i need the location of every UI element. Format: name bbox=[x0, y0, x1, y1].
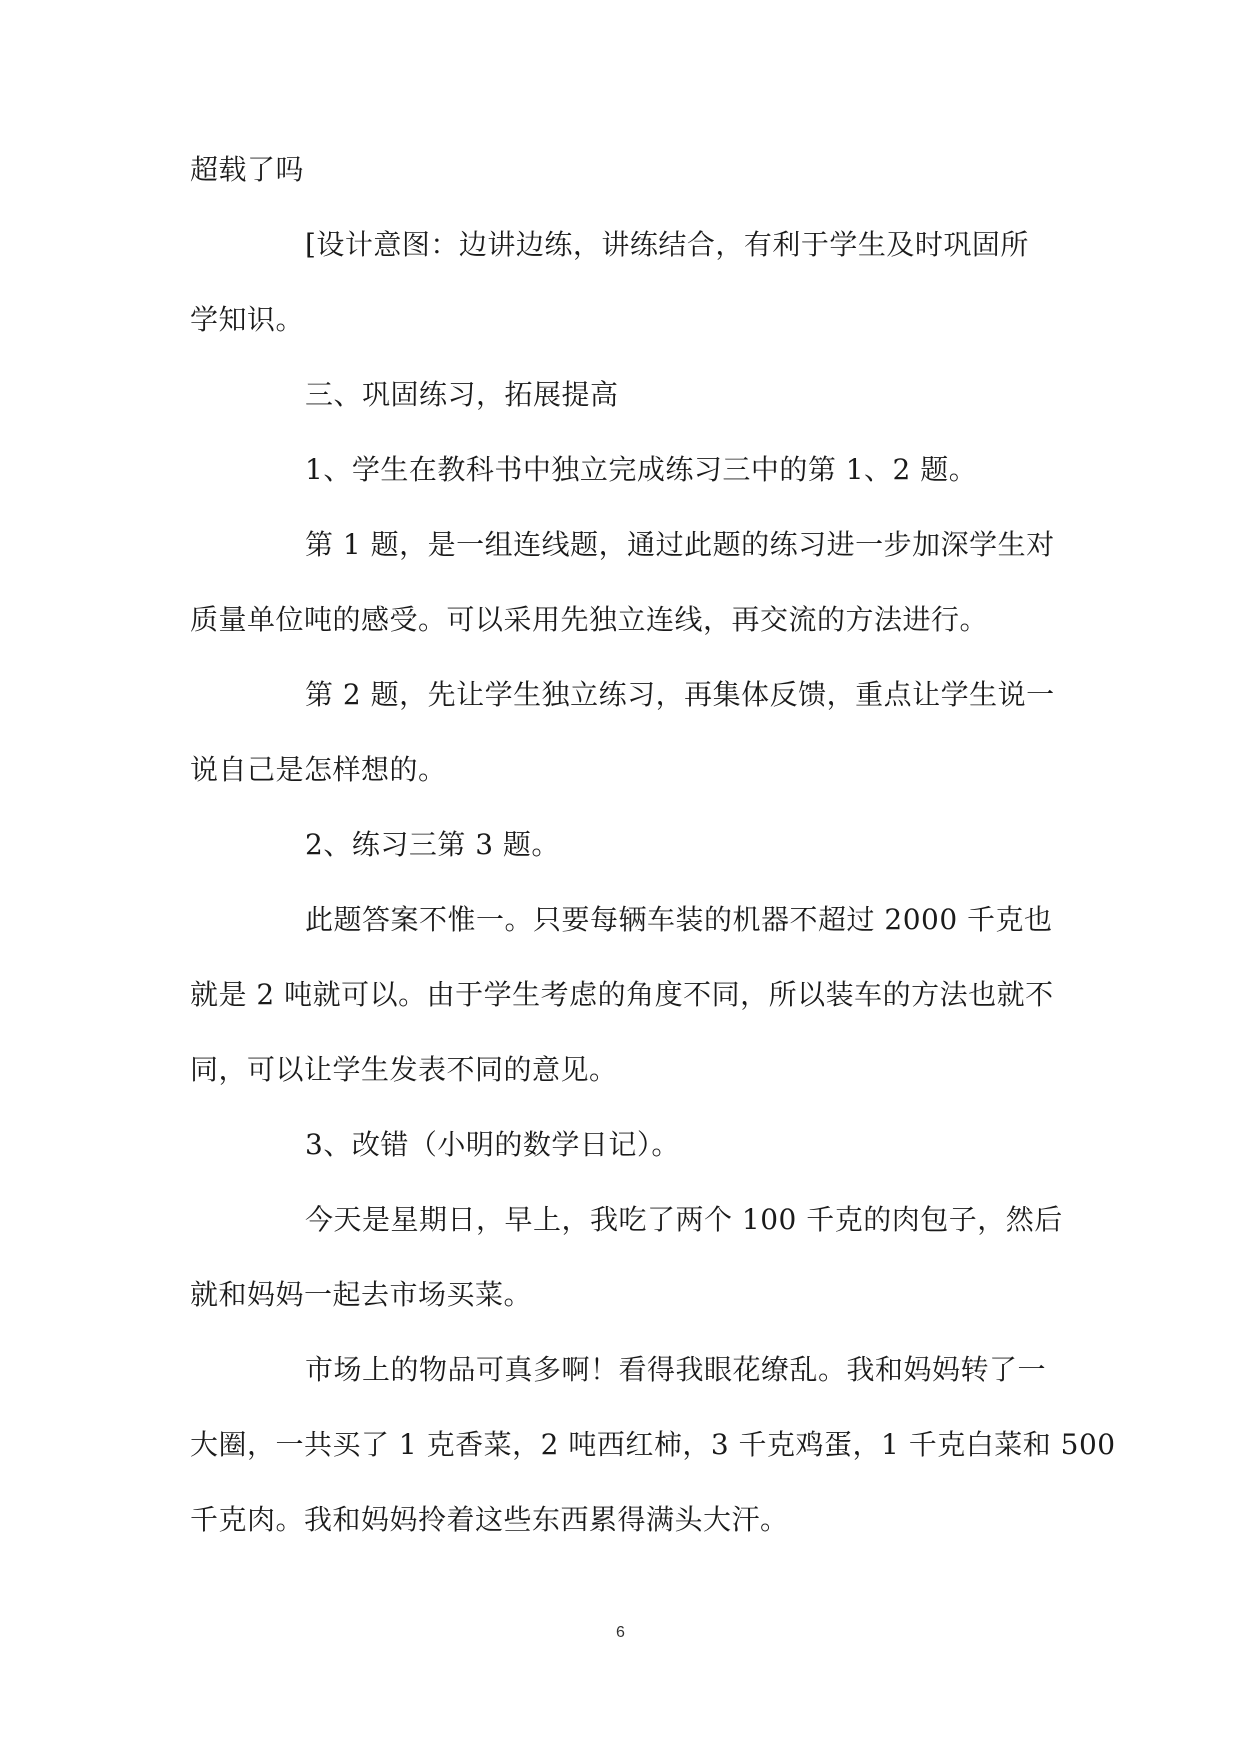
text-line: 学知识。 bbox=[190, 303, 305, 336]
page-number: 6 bbox=[616, 1624, 625, 1641]
text-line: 就和妈妈一起去市场买菜。 bbox=[190, 1278, 533, 1311]
text-line: 第 1 题，是一组连线题，通过此题的练习进一步加深学生对 bbox=[305, 528, 1055, 561]
text-line: 1、学生在教科书中独立完成练习三中的第 1、2 题。 bbox=[305, 453, 978, 486]
text-line: 2、练习三第 3 题。 bbox=[305, 828, 560, 861]
text-line: 超载了吗 bbox=[190, 153, 305, 186]
text-line: 就是 2 吨就可以。由于学生考虑的角度不同，所以装车的方法也就不 bbox=[190, 978, 1054, 1011]
text-line: 质量单位吨的感受。可以采用先独立连线，再交流的方法进行。 bbox=[190, 603, 989, 636]
text-line: 今天是星期日，早上，我吃了两个 100 千克的肉包子，然后 bbox=[305, 1203, 1063, 1236]
text-line: 3、改错（小明的数学日记）。 bbox=[305, 1128, 680, 1161]
text-line: 第 2 题，先让学生独立练习，再集体反馈，重点让学生说一 bbox=[305, 678, 1055, 711]
text-line: 大圈，一共买了 1 克香菜，2 吨西红柿，3 千克鸡蛋，1 千克白菜和 500 bbox=[190, 1428, 1116, 1461]
section-heading: 三、巩固练习，拓展提高 bbox=[305, 378, 619, 411]
text-line: 市场上的物品可真多啊！看得我眼花缭乱。我和妈妈转了一 bbox=[305, 1353, 1047, 1386]
text-line: [设计意图：边讲边练，讲练结合，有利于学生及时巩固所 bbox=[305, 228, 1029, 261]
text-line: 此题答案不惟一。只要每辆车装的机器不超过 2000 千克也 bbox=[305, 903, 1053, 936]
text-line: 千克肉。我和妈妈拎着这些东西累得满头大汗。 bbox=[190, 1503, 789, 1536]
text-line: 同，可以让学生发表不同的意见。 bbox=[190, 1053, 618, 1086]
text-line: 说自己是怎样想的。 bbox=[190, 753, 447, 786]
